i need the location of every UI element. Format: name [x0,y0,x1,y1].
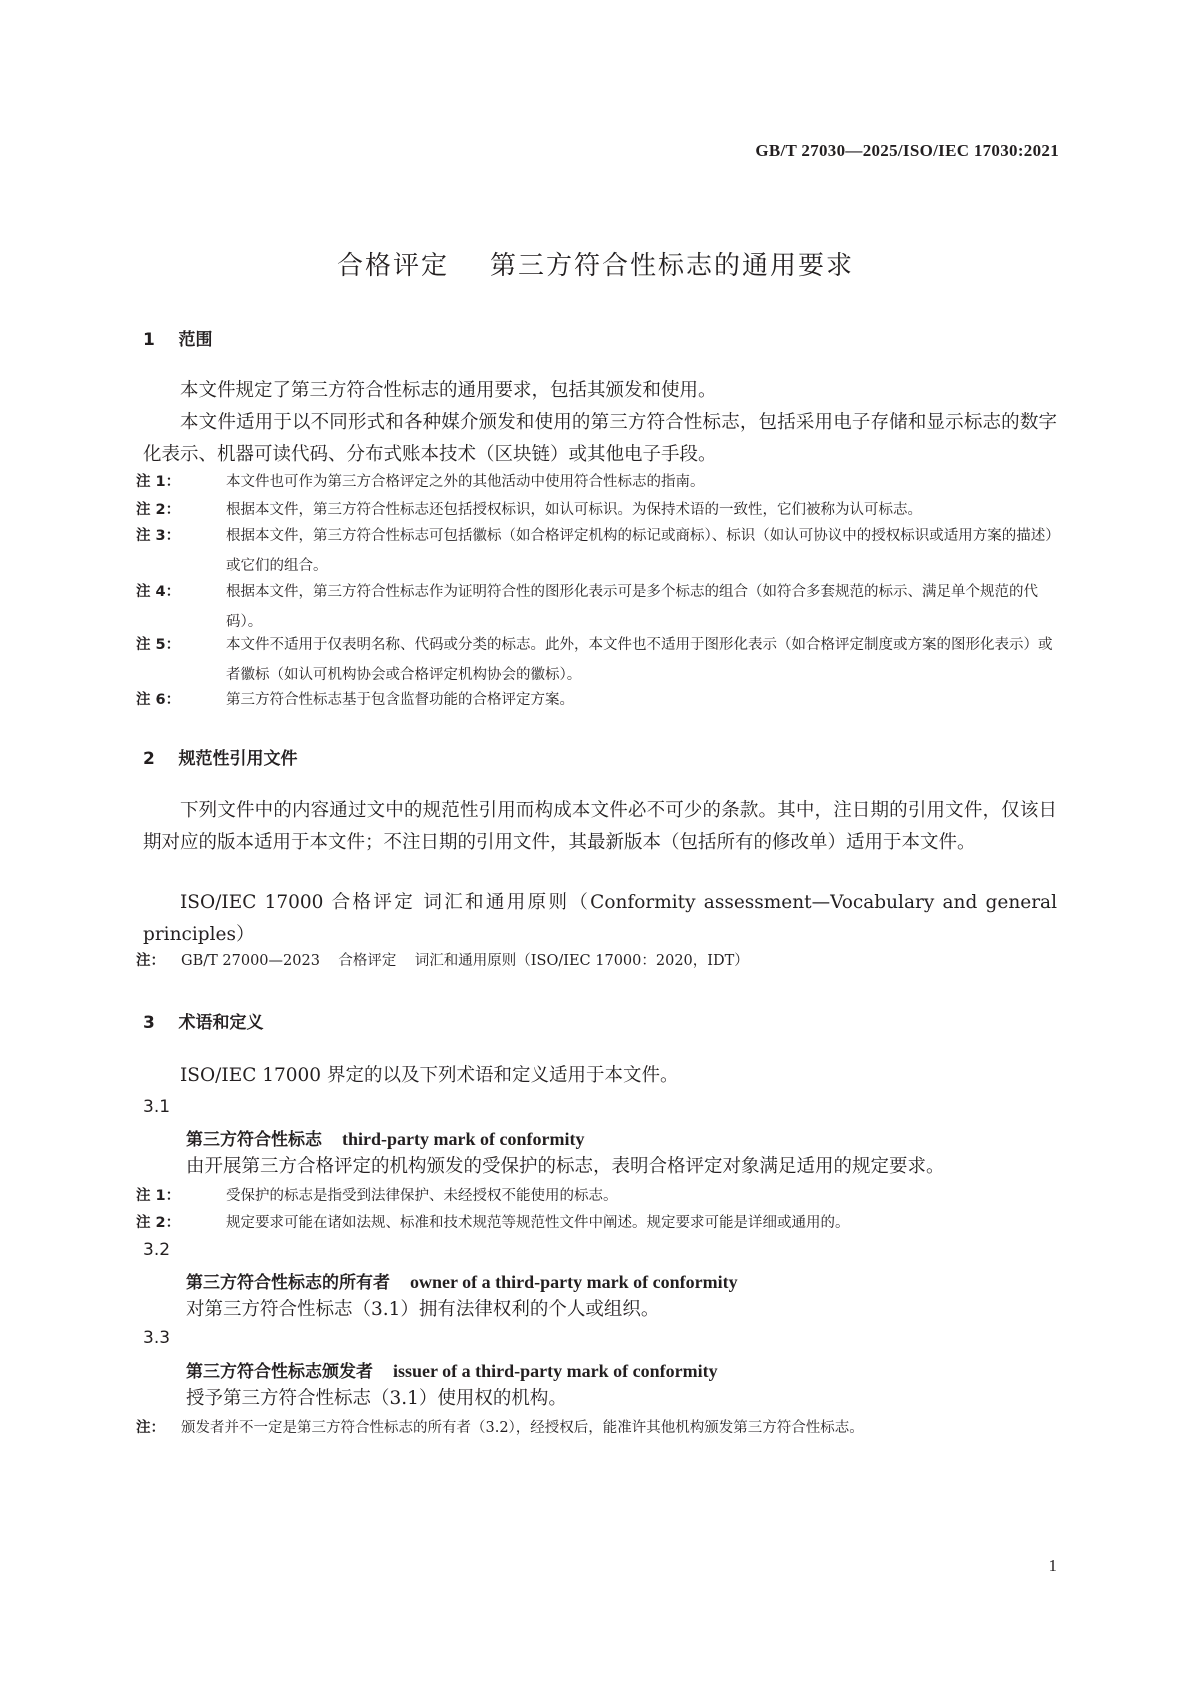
note-4 [136,577,1057,637]
term-zh: 第三方符合性标志的所有者 [186,1273,390,1293]
section-title: 规范性引用文件 [178,749,298,769]
term-en: issuer of a third-party mark of conformity [393,1361,718,1381]
paragraph: 下列文件中的内容通过文中的规范性引用而构成本文件必不可少的条款。其中，注日期的引用文件，仅该日期对应的版本适用于本文件；不注日期的引用文件，其最新版本（包括所有的修改单）适用于本文件。 [143,800,1057,853]
note-label: 注 2： [136,1215,181,1231]
term-definition: 由开展第三方合格评定的机构颁发的受保护的标志，表明合格评定对象满足适用的规定要求。 [186,1156,945,1177]
section-2-heading [143,744,298,769]
note-text: 根据本文件，第三方符合性标志还包括授权标识，如认可标识。为保持术语的一致性，它们被称为认可标志。 [226,502,922,518]
term-number: 3.1 [143,1097,171,1117]
note-label: 注 6： [136,692,181,708]
note-text: 规定要求可能在诸如法规、标准和技术规范等规范性文件中阐述。规定要求可能是详细或通用的。 [226,1215,850,1231]
section-number: 3 [143,1013,155,1033]
note-3 [136,521,1057,581]
term-heading [186,1357,718,1382]
reference-note: 注： GB/T 27000—2023 合格评定 词汇和通用原则（ISO/IEC 17000：2020，IDT） [136,953,749,969]
note-5 [136,630,1057,690]
term-number: 3.2 [143,1240,171,1260]
note-6 [136,685,1057,715]
section-title: 范围 [178,330,213,350]
term-definition: 对第三方符合性标志（3.1）拥有法律权利的个人或组织。 [186,1299,660,1320]
term-note-2 [136,1208,1057,1238]
term-zh: 第三方符合性标志颁发者 [186,1362,373,1382]
note-text: 颁发者并不一定是第三方符合性标志的所有者（3.2），经授权后，能准许其他机构颁发第三方符合性标志。 [181,1420,864,1436]
note-label: 注 1： [136,1188,181,1204]
paragraph: 本文件适用于以不同形式和各种媒介颁发和使用的第三方符合性标志，包括采用电子存储和显示标志的数字化表示、机器可读代码、分布式账本技术（区块链）或其他电子手段。 [143,412,1057,465]
note-text: 本文件也可作为第三方合格评定之外的其他活动中使用符合性标志的指南。 [226,474,705,490]
note-text: 根据本文件，第三方符合性标志作为证明符合性的图形化表示可是多个标志的组合（如符合多套规范的标示、满足单个规范的代码）。 [226,584,1038,630]
term-number: 3.3 [143,1328,171,1348]
note-text: 本文件不适用于仅表明名称、代码或分类的标志。此外，本文件也不适用于图形化表示（如合格评定制度或方案的图形化表示）或者徽标（如认可机构协会或合格评定机构协会的徽标）。 [226,637,1053,683]
document-title: 合格评定 第三方符合性标志的通用要求 [336,251,855,281]
note-text: 第三方符合性标志基于包含监督功能的合格评定方案。 [226,692,574,708]
section-number: 2 [143,749,155,769]
normative-reference: ISO/IEC 17000 合格评定 词汇和通用原则（Conformity assessment—Vocabulary and general principles） [143,892,1057,945]
page-number: 1 [1048,1556,1057,1575]
section-number: 1 [143,330,155,350]
term-zh: 第三方符合性标志 [186,1130,322,1150]
note-label: 注 2： [136,502,181,518]
term-heading [186,1268,738,1293]
section-title: 术语和定义 [178,1013,264,1033]
standard-code: GB/T 27030—2025/ISO/IEC 17030:2021 [755,141,1059,160]
section-3-heading [143,1008,264,1033]
term-note-1 [136,1181,1057,1211]
paragraph: ISO/IEC 17000 界定的以及下列术语和定义适用于本文件。 [180,1065,679,1086]
term-definition: 授予第三方符合性标志（3.1）使用权的机构。 [186,1388,567,1409]
note-text: GB/T 27000—2023 合格评定 词汇和通用原则（ISO/IEC 17000：2020，IDT） [181,953,749,969]
note-text: 根据本文件，第三方符合性标志可包括徽标（如合格评定机构的标记或商标）、标识（如认可协议中的授权标识或适用方案的描述）或它们的组合。 [226,528,1053,574]
note-1 [136,467,1057,497]
note-label: 注 5： [136,637,181,653]
note-label: 注 3： [136,528,181,544]
note-label: 注 4： [136,584,181,600]
term-heading [186,1125,584,1150]
note-text: 受保护的标志是指受到法律保护、未经授权不能使用的标志。 [226,1188,618,1204]
paragraph: 本文件规定了第三方符合性标志的通用要求，包括其颁发和使用。 [180,380,717,401]
section-1-heading [143,325,213,350]
note-label: 注 1： [136,474,181,490]
term-note: 注： 颁发者并不一定是第三方符合性标志的所有者（3.2），经授权后，能准许其他机构颁发第三方符合性标志。 [136,1420,864,1436]
term-en: owner of a third-party mark of conformity [410,1272,738,1292]
term-en: third-party mark of conformity [342,1129,585,1149]
